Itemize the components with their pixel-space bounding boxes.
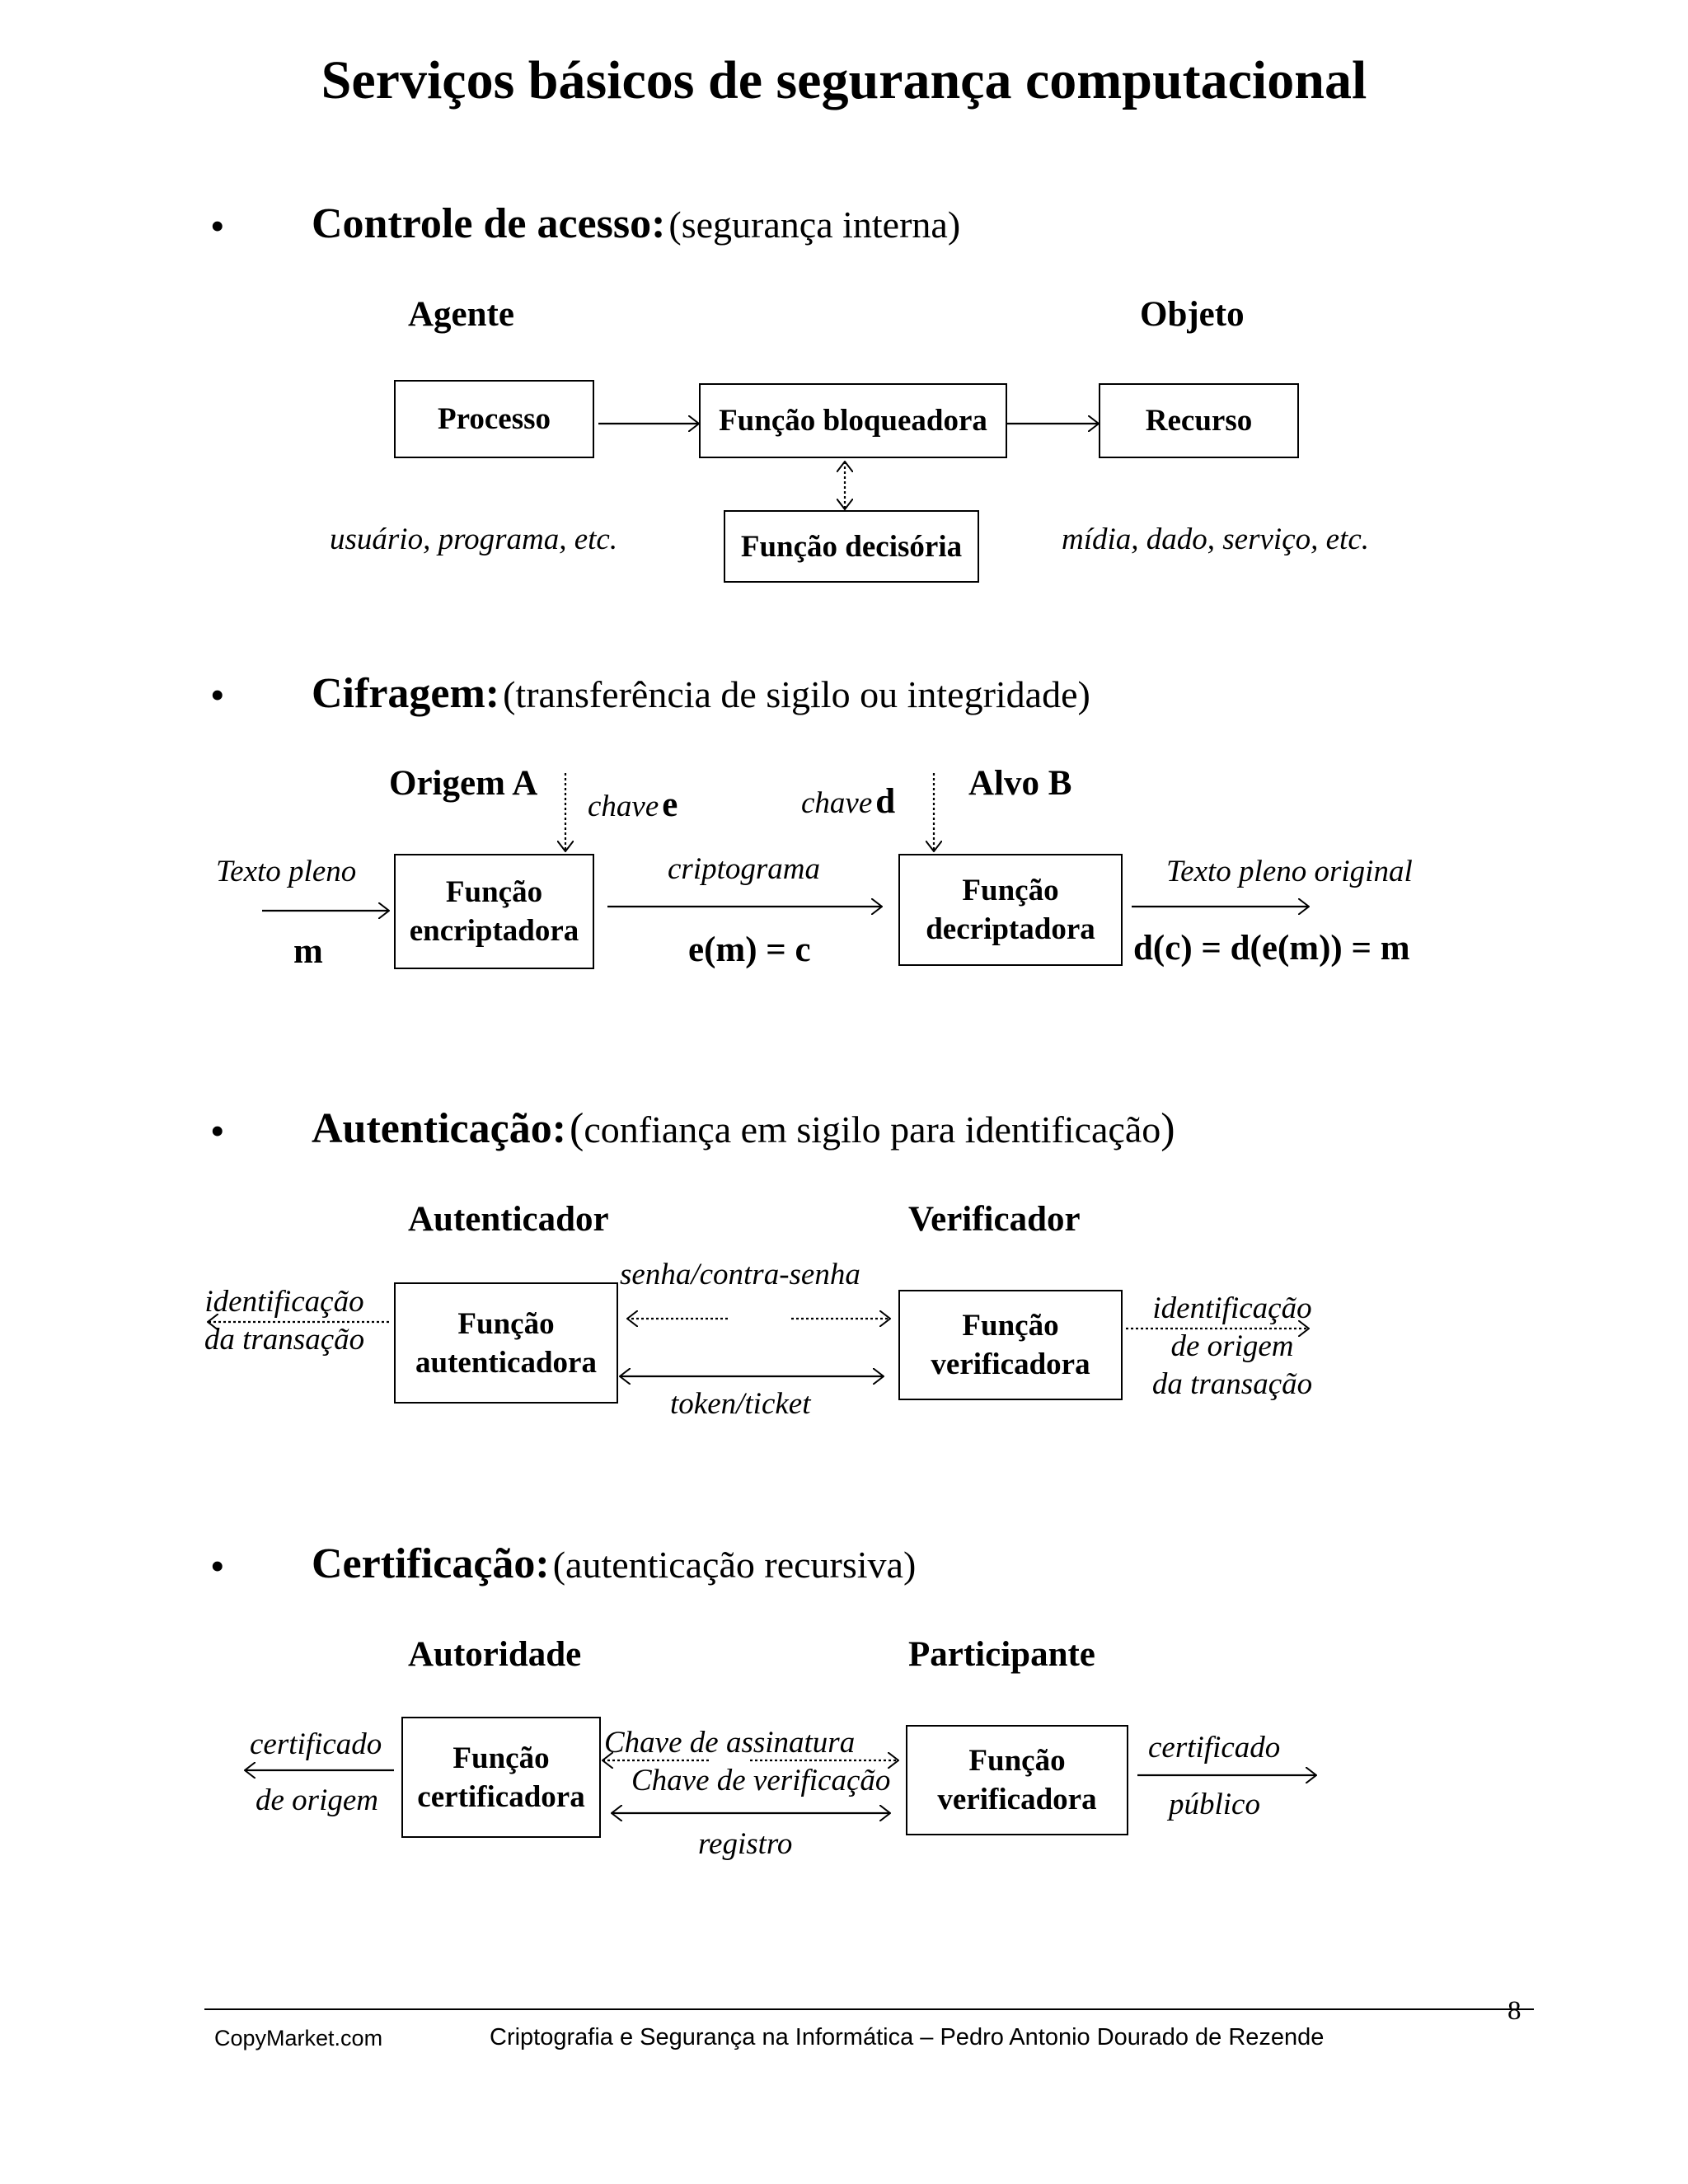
- cipher-m: m: [293, 932, 323, 971]
- page-number: 8: [1507, 1996, 1522, 2026]
- access-heading: [312, 199, 960, 248]
- auth-right-note-line3: da transação: [1151, 1367, 1313, 1401]
- cert-right-role: Participante: [908, 1635, 1095, 1674]
- box-lock-function: Função bloqueadora: [699, 383, 1007, 458]
- access-left-note: usuário, programa, etc.: [330, 523, 618, 556]
- cert-right-note-line2: público: [1169, 1788, 1260, 1821]
- cert-heading-title: Certificação:: [312, 1540, 550, 1587]
- box-process: Processo: [394, 380, 594, 458]
- cert-verify-key: Chave de verificação: [631, 1764, 891, 1797]
- footer-site: CopyMarket.com: [214, 2026, 383, 2050]
- auth-right-note-line2: de origem: [1170, 1329, 1294, 1363]
- cipher-cryptogram: criptograma: [668, 852, 820, 886]
- auth-heading-paren-open: (: [570, 1105, 584, 1152]
- cipher-key-d-symbol: d: [875, 782, 896, 821]
- box-encrypt-function: Função encriptadora: [394, 854, 594, 969]
- cert-right-note-line1: certificado: [1148, 1731, 1281, 1765]
- cipher-plain-out: Texto pleno original: [1166, 855, 1413, 888]
- cipher-heading-title: Cifragem:: [312, 670, 500, 717]
- cipher-heading-subtitle: (transferência de sigilo ou integridade): [503, 673, 1090, 715]
- bullet-cert: •: [210, 1543, 225, 1589]
- cert-registry: registro: [698, 1827, 793, 1861]
- auth-heading: [312, 1104, 1175, 1153]
- box-decrypt-function: Função decriptadora: [898, 854, 1123, 966]
- cert-heading: [312, 1540, 916, 1588]
- cipher-key-d: [801, 781, 895, 822]
- bullet-access: •: [210, 203, 225, 249]
- auth-heading-title: Autenticação:: [312, 1105, 567, 1152]
- auth-left-note-line1: identificação: [204, 1285, 364, 1319]
- auth-heading-paren-close: ): [1160, 1105, 1175, 1152]
- auth-left-note-line2: da transação: [204, 1323, 365, 1357]
- cipher-key-e: [588, 785, 678, 825]
- auth-left-note: [198, 1283, 371, 1359]
- cipher-formula-c: e(m) = c: [688, 930, 811, 969]
- box-cert-verify-function: Função verificadora: [906, 1725, 1128, 1835]
- auth-heading-subtitle: confiança em sigilo para identificação: [584, 1108, 1161, 1151]
- box-decision-function: Função decisória: [724, 510, 979, 583]
- access-heading-subtitle: (segurança interna): [668, 204, 961, 246]
- auth-left-role: Autenticador: [408, 1200, 609, 1239]
- access-right-role: Objeto: [1140, 295, 1245, 334]
- auth-right-note: [1142, 1290, 1323, 1404]
- cipher-target: Alvo B: [968, 764, 1072, 803]
- access-left-role: Agente: [408, 295, 514, 334]
- box-verify-function: Função verificadora: [898, 1290, 1123, 1400]
- cert-sign-key: Chave de assinatura: [604, 1726, 856, 1760]
- auth-password: senha/contra-senha: [620, 1258, 860, 1291]
- cert-heading-subtitle: (autenticação recursiva): [552, 1544, 917, 1586]
- footer-book: Criptografia e Segurança na Informática – Pedro Antonio Dourado de Rezende: [490, 2024, 1325, 2050]
- bullet-cipher: •: [210, 672, 225, 718]
- cipher-key-e-label: chave: [588, 790, 659, 823]
- access-heading-title: Controle de acesso:: [312, 200, 666, 247]
- bullet-auth: •: [210, 1108, 225, 1154]
- cert-left-note-line2: de origem: [256, 1783, 378, 1817]
- auth-token: token/ticket: [670, 1387, 811, 1421]
- box-resource: Recurso: [1099, 383, 1299, 458]
- auth-right-note-line1: identificação: [1152, 1291, 1312, 1325]
- cipher-origin: Origem A: [389, 764, 538, 803]
- cipher-plain-in: Texto pleno: [216, 855, 357, 888]
- page-title: Serviços básicos de segurança computacional: [321, 50, 1367, 110]
- cipher-key-d-label: chave: [801, 786, 873, 820]
- access-right-note: mídia, dado, serviço, etc.: [1062, 523, 1369, 556]
- cert-left-role: Autoridade: [408, 1635, 582, 1674]
- cert-left-note-line1: certificado: [250, 1727, 382, 1761]
- box-authenticate-function: Função autenticadora: [394, 1282, 618, 1404]
- cipher-heading: [312, 669, 1090, 718]
- cipher-key-e-symbol: e: [662, 785, 678, 824]
- auth-right-role: Verificador: [908, 1200, 1081, 1239]
- box-certify-function: Função certificadora: [401, 1717, 601, 1838]
- cipher-formula-m: d(c) = d(e(m)) = m: [1133, 929, 1410, 968]
